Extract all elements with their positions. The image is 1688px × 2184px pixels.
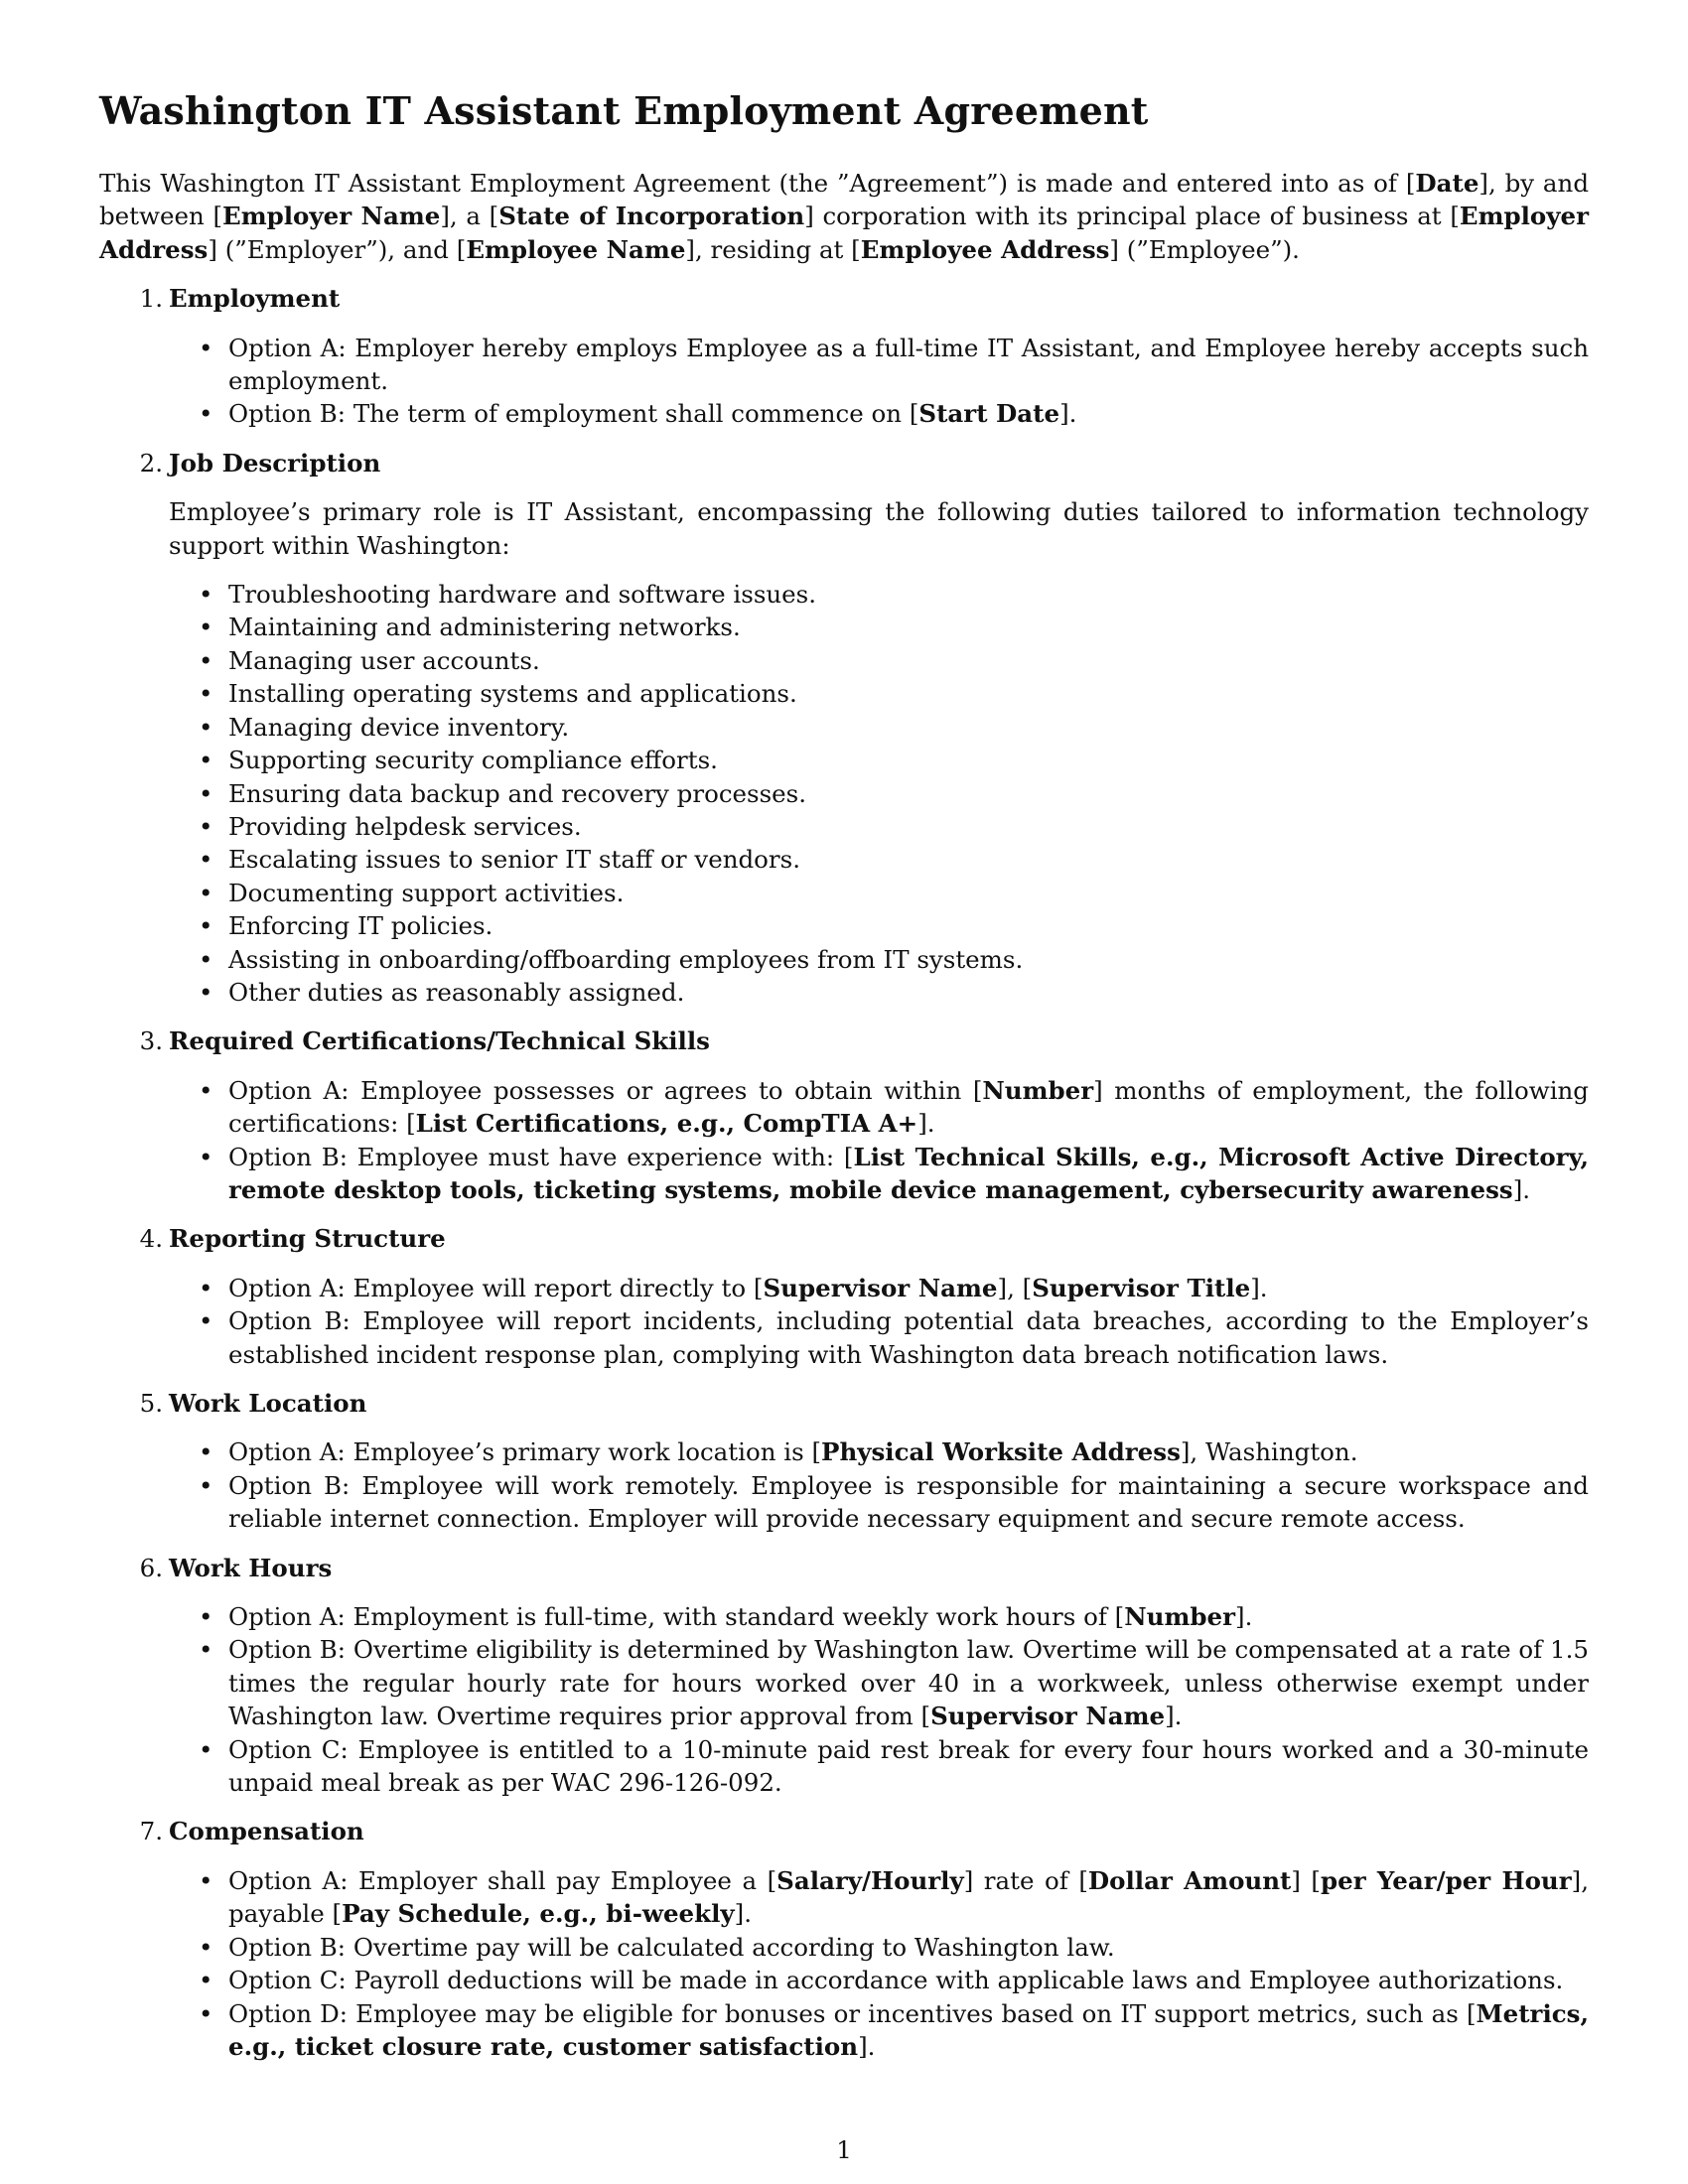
bullet-icon: •: [199, 1635, 213, 1665]
list-item: [169, 1074, 1589, 1141]
section-4: [99, 1222, 1589, 1371]
list-item: [169, 397, 1589, 430]
list-item: [169, 611, 1589, 643]
list-item: [169, 711, 1589, 744]
bullet-icon: •: [199, 1865, 213, 1895]
list-item: [169, 1997, 1589, 2064]
list-item: [169, 644, 1589, 677]
document-title: Washington IT Assistant Employment Agreement: [99, 88, 1149, 133]
section-title: Work Location: [169, 1389, 367, 1418]
section-5: [99, 1387, 1589, 1536]
placeholder-field: Employee Address: [860, 234, 1110, 264]
section-2: [99, 447, 1589, 1010]
text-run: Option A: Employee’s primary work location is [: [228, 1437, 822, 1467]
text-run: ].: [1250, 1273, 1268, 1302]
bullet-icon: •: [199, 944, 213, 974]
bullet-icon: •: [199, 1998, 213, 2028]
text-run: Option B: Overtime pay will be calculated according to Washington law.: [228, 1932, 1115, 1962]
text-run: Installing operating systems and applications.: [228, 679, 797, 709]
text-run: Option A: Employer shall pay Employee a [: [228, 1865, 777, 1895]
bullet-icon: •: [199, 1932, 213, 1962]
text-run: Option D: Employee may be eligible for bonuses or incentives based on IT support metrics, such as [: [228, 1998, 1477, 2028]
text-run: ], Washington.: [1180, 1437, 1358, 1467]
bullet-icon: •: [199, 712, 213, 742]
text-run: Option A: Employer hereby employs Employee as a full-time IT Assistant, and Employee hereby accepts such employment.: [228, 333, 1589, 396]
list-item: [169, 877, 1589, 909]
placeholder-field: Dollar Amount: [1087, 1865, 1292, 1895]
bullet-icon: •: [199, 1142, 213, 1171]
text-run: Option A: Employee will report directly to [: [228, 1273, 764, 1302]
section-7: [99, 1815, 1589, 2063]
section-title: Reporting Structure: [169, 1224, 446, 1254]
bullet-icon: •: [199, 1273, 213, 1302]
bullet-icon: •: [199, 1966, 213, 1995]
bullet-list: [169, 1435, 1589, 1535]
list-item: [169, 777, 1589, 810]
text-run: Enforcing IT policies.: [228, 911, 493, 941]
placeholder-field: Physical Worksite Address: [821, 1437, 1181, 1467]
section-6: [99, 1552, 1589, 1800]
bullet-icon: •: [199, 1470, 213, 1500]
bullet-icon: •: [199, 399, 213, 429]
text-run: ].: [858, 2031, 876, 2061]
section-number: 2.: [139, 448, 163, 478]
list-item: [169, 1435, 1589, 1468]
section-number: 3.: [139, 1026, 163, 1056]
bullet-icon: •: [199, 778, 213, 808]
text-run: Troubleshooting hardware and software issues.: [228, 580, 817, 610]
bullet-icon: •: [199, 1602, 213, 1632]
text-run: ], a [: [440, 202, 499, 231]
placeholder-field: Metrics, e.g., ticket closure rate, customer satisfaction: [228, 1998, 1589, 2061]
bullet-icon: •: [199, 580, 213, 610]
text-run: Supporting security compliance efforts.: [228, 746, 718, 775]
text-run: Option A: Employment is full-time, with standard weekly work hours of [: [228, 1602, 1125, 1632]
list-item: [169, 1864, 1589, 1931]
bullet-icon: •: [199, 1075, 213, 1105]
placeholder-field: List Certifications, e.g., CompTIA A+: [415, 1109, 918, 1139]
text-run: Documenting support activities.: [228, 878, 625, 907]
text-run: ], by and between [: [99, 169, 1589, 231]
list-item: [169, 1141, 1589, 1207]
text-run: This Washington IT Assistant Employment Agreement (the ”Agreement”) is made and entered into as of [: [99, 169, 1416, 198]
list-item: [169, 976, 1589, 1009]
text-run: Escalating issues to senior IT staff or vendors.: [228, 845, 801, 875]
list-item: [169, 943, 1589, 976]
text-run: Option B: Employee will report incidents, including potential data breaches, according to the Employer’s established incident response plan, complying with Washington data breach notification laws.: [228, 1306, 1589, 1369]
section-number: 7.: [139, 1817, 163, 1846]
placeholder-field: per Year/per Hour: [1321, 1865, 1572, 1895]
text-run: Option B: Overtime eligibility is determined by Washington law. Overtime will be compensated at a rate of 1.5 times the regular hourly rate for hours worked over 40 in a workweek, unless otherwise exempt under Washington law. Overtime requires prior approval from [: [228, 1635, 1589, 1731]
text-run: Option C: Payroll deductions will be made in accordance with applicable laws and Employee authorizations.: [228, 1966, 1564, 1995]
placeholder-field: Employer Address: [99, 202, 1589, 264]
list-item: [169, 1469, 1589, 1536]
text-run: Option B: Employee will work remotely. Employee is responsible for maintaining a secure workspace and reliable internet connection. Employer will provide necessary equipment and secure remote access.: [228, 1470, 1589, 1534]
text-run: ] (”Employer”), and [: [208, 234, 467, 264]
bullet-icon: •: [199, 746, 213, 775]
section-title: Compensation: [169, 1817, 364, 1846]
text-run: Option B: Employee must have experience with: [: [228, 1142, 854, 1171]
text-run: ] [: [1291, 1865, 1321, 1895]
placeholder-field: Start Date: [918, 399, 1060, 429]
placeholder-field: Supervisor Title: [1032, 1273, 1251, 1302]
section-number: 1.: [139, 284, 163, 314]
section-text: Employee’s primary role is IT Assistant, encompassing the following duties tailored to information technology support within Washington:: [169, 497, 1589, 560]
text-run: Option B: The term of employment shall commence on [: [228, 399, 919, 429]
text-run: ] corporation with its principal place of business at [: [804, 202, 1460, 231]
list-item: [169, 1272, 1589, 1304]
section-number: 4.: [139, 1224, 163, 1254]
list-item: [169, 744, 1589, 776]
placeholder-field: Supervisor Name: [930, 1702, 1166, 1731]
text-run: Managing device inventory.: [228, 712, 570, 742]
section-list: [99, 282, 1589, 2063]
list-item: [169, 1600, 1589, 1633]
bullet-icon: •: [199, 679, 213, 709]
list-item: [169, 909, 1589, 942]
list-item: [169, 677, 1589, 710]
text-run: ] months of employment, the following certifications: [: [228, 1075, 1589, 1139]
bullet-icon: •: [199, 1437, 213, 1467]
text-run: ] rate of [: [963, 1865, 1088, 1895]
text-run: Assisting in onboarding/offboarding employees from IT systems.: [228, 944, 1024, 974]
section-number: 6.: [139, 1553, 163, 1582]
section-title: Employment: [169, 284, 341, 314]
list-item: [169, 332, 1589, 398]
text-run: ].: [1059, 399, 1077, 429]
bullet-icon: •: [199, 811, 213, 841]
text-run: ], [: [997, 1273, 1033, 1302]
list-item: [169, 810, 1589, 843]
intro-paragraph: [99, 167, 1589, 266]
bullet-icon: •: [199, 1306, 213, 1336]
placeholder-field: Employee Name: [466, 234, 686, 264]
text-run: ].: [917, 1109, 935, 1139]
placeholder-field: Supervisor Name: [763, 1273, 998, 1302]
bullet-icon: •: [199, 645, 213, 675]
bullet-list: [169, 1864, 1589, 2063]
bullet-list: [169, 1272, 1589, 1371]
text-run: Providing helpdesk services.: [228, 811, 582, 841]
placeholder-field: List Technical Skills, e.g., Microsoft Active Directory, remote desktop tools, ticketing systems, mobile device management, cybersecurity awareness: [228, 1142, 1589, 1204]
text-run: Managing user accounts.: [228, 645, 540, 675]
text-run: Option A: Employee possesses or agrees to obtain within [: [228, 1075, 983, 1105]
bullet-icon: •: [199, 911, 213, 941]
placeholder-field: Date: [1415, 169, 1479, 198]
section-1: [99, 282, 1589, 431]
section-number: 5.: [139, 1389, 163, 1418]
text-run: ].: [1512, 1174, 1531, 1204]
bullet-list: [169, 578, 1589, 1009]
section-title: Job Description: [169, 448, 381, 478]
text-run: ].: [1235, 1602, 1253, 1632]
bullet-list: [169, 1600, 1589, 1799]
bullet-icon: •: [199, 333, 213, 362]
text-run: ] (”Employee”).: [1109, 234, 1300, 264]
document-page: [99, 87, 1589, 2079]
bullet-icon: •: [199, 613, 213, 642]
placeholder-field: Salary/Hourly: [776, 1865, 964, 1895]
bullet-list: [169, 332, 1589, 431]
bullet-icon: •: [199, 845, 213, 875]
text-run: Other duties as reasonably assigned.: [228, 977, 685, 1007]
list-item: [169, 1633, 1589, 1732]
section-3: [99, 1024, 1589, 1206]
text-run: ].: [734, 1899, 753, 1929]
placeholder-field: Pay Schedule, e.g., bi-weekly: [342, 1899, 735, 1929]
list-item: [169, 1931, 1589, 1964]
list-item: [169, 1304, 1589, 1371]
text-run: Ensuring data backup and recovery processes.: [228, 778, 807, 808]
list-item: [169, 843, 1589, 876]
list-item: [169, 578, 1589, 611]
text-run: ], payable [: [228, 1865, 1590, 1929]
bullet-list: [169, 1074, 1589, 1207]
text-run: ], residing at [: [685, 234, 861, 264]
section-title: Work Hours: [169, 1553, 333, 1582]
placeholder-field: Employer Name: [222, 202, 441, 231]
placeholder-field: Number: [982, 1075, 1094, 1105]
bullet-icon: •: [199, 977, 213, 1007]
text-run: ].: [1165, 1702, 1183, 1731]
section-title: Required Certifications/Technical Skills: [169, 1026, 710, 1056]
bullet-icon: •: [199, 878, 213, 907]
placeholder-field: Number: [1124, 1602, 1236, 1632]
text-run: Maintaining and administering networks.: [228, 613, 741, 642]
text-run: Option C: Employee is entitled to a 10-minute paid rest break for every four hours worked and a 30-minute unpaid meal break as per WAC 296-126-092.: [228, 1734, 1589, 1798]
bullet-icon: •: [199, 1734, 213, 1764]
list-item: [169, 1733, 1589, 1800]
list-item: [169, 1964, 1589, 1996]
placeholder-field: State of Incorporation: [498, 202, 805, 231]
page-number: 1: [836, 2135, 852, 2164]
